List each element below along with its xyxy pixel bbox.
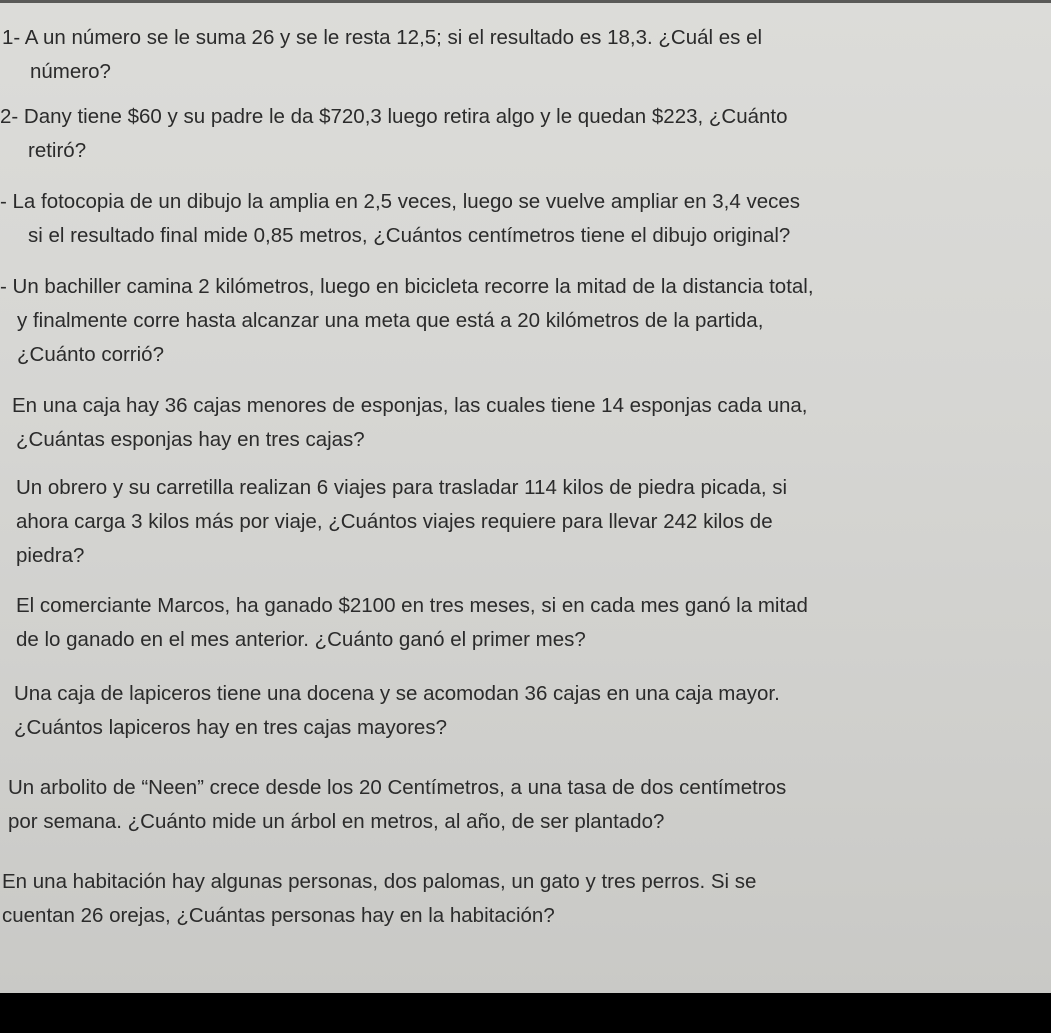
problem-3 <box>0 185 975 253</box>
bottom-black-bar <box>0 993 1051 1033</box>
problem-7 <box>16 589 992 657</box>
problem-7-line-2: de lo ganado en el mes anterior. ¿Cuánto ganó el primer mes? <box>16 628 586 651</box>
problem-4-line-3: ¿Cuánto corrió? <box>17 343 164 366</box>
problem-1-line-1: 1- A un número se le suma 26 y se le resta 12,5; si el resultado es 18,3. ¿Cuál es el <box>2 26 763 49</box>
problem-1-line-2: número? <box>30 60 111 83</box>
problem-6-line-1: Un obrero y su carretilla realizan 6 viajes para trasladar 114 kilos de piedra picada, si <box>16 476 788 499</box>
problem-3-line-2: si el resultado final mide 0,85 metros, ¿Cuántos centímetros tiene el dibujo original? <box>28 224 791 247</box>
problem-6 <box>16 471 990 573</box>
problem-4-line-1: - Un bachiller camina 2 kilómetros, luego en bicicleta recorre la mitad de la distancia total, <box>0 275 814 298</box>
page-top-edge <box>0 0 1051 3</box>
problem-5 <box>0 389 980 457</box>
problem-1 <box>2 21 970 89</box>
problem-5-line-2: ¿Cuántas esponjas hay en tres cajas? <box>16 428 365 451</box>
problem-3-line-1: - La fotocopia de un dibujo la amplia en 2,5 veces, luego se vuelve ampliar en 3,4 veces <box>0 190 801 213</box>
problem-6-line-3: piedra? <box>16 544 85 567</box>
problem-9 <box>8 771 998 839</box>
problem-2 <box>0 100 972 168</box>
problem-8 <box>14 677 994 745</box>
problem-4-line-2: y finalmente corre hasta alcanzar una meta que está a 20 kilómetros de la partida, <box>17 309 764 332</box>
problem-6-line-2: ahora carga 3 kilos más por viaje, ¿Cuántos viajes requiere para llevar 242 kilos de <box>16 510 773 533</box>
problem-10 <box>2 865 998 933</box>
problem-10-line-2: cuentan 26 orejas, ¿Cuántas personas hay en la habitación? <box>2 904 555 927</box>
problem-9-line-1: Un arbolito de “Neen” crece desde los 20 Centímetros, a una tasa de dos centímetros <box>8 776 787 799</box>
problem-8-line-1: Una caja de lapiceros tiene una docena y se acomodan 36 cajas en una caja mayor. <box>14 682 780 705</box>
problem-2-line-1: 2- Dany tiene $60 y su padre le da $720,3 luego retira algo y le quedan $223, ¿Cuánto <box>0 105 788 128</box>
problem-7-line-1: El comerciante Marcos, ha ganado $2100 en tres meses, si en cada mes ganó la mitad <box>16 594 808 617</box>
problem-2-line-2: retiró? <box>28 139 87 162</box>
problem-9-line-2: por semana. ¿Cuánto mide un árbol en metros, al año, de ser plantado? <box>8 810 665 833</box>
problem-10-line-1: En una habitación hay algunas personas, dos palomas, un gato y tres perros. Si se <box>2 870 757 893</box>
problem-8-line-2: ¿Cuántos lapiceros hay en tres cajas mayores? <box>14 716 447 739</box>
problem-5-line-1: En una caja hay 36 cajas menores de esponjas, las cuales tiene 14 esponjas cada una, <box>12 394 808 417</box>
problem-4 <box>0 270 980 372</box>
